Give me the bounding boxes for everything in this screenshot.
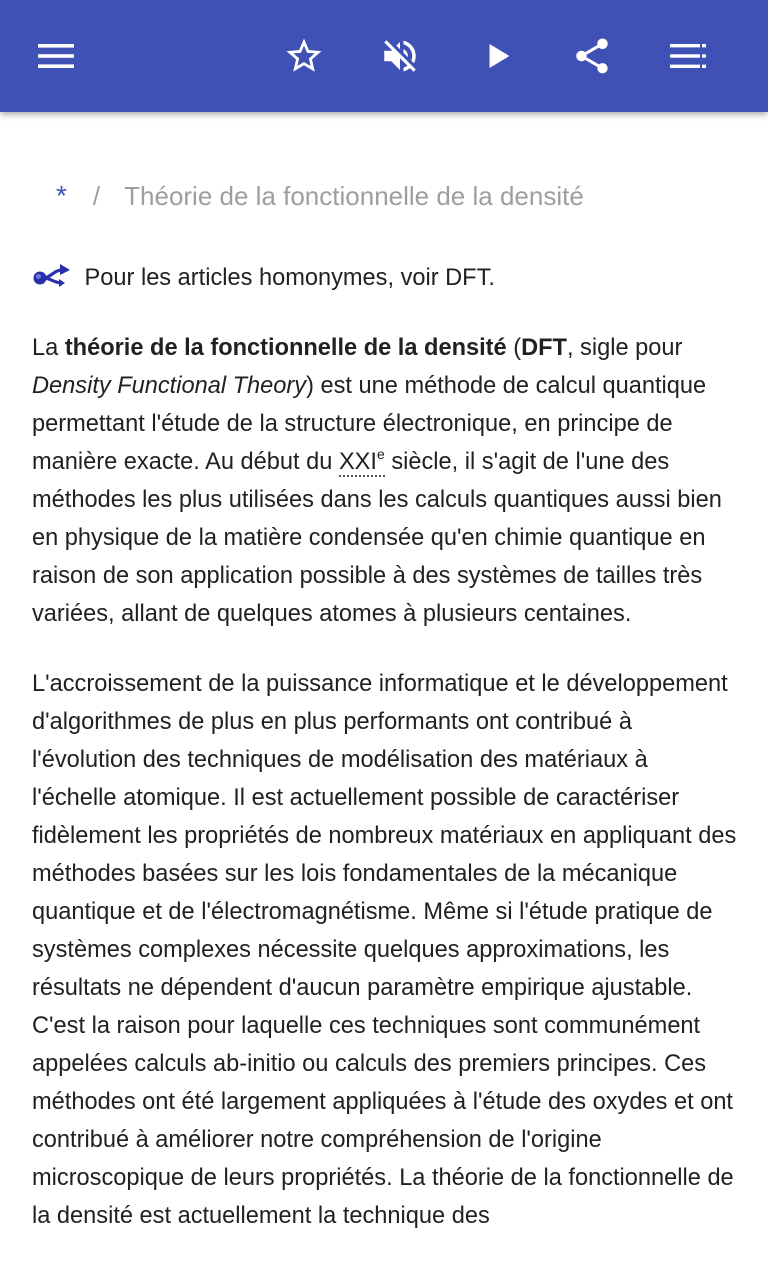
paragraph-1 — [32, 329, 738, 633]
text-run: siècle, il s'agit de l'une des méthodes les plus utilisées dans les calculs quantiques aussi bien en physique de la matière condensée qu'en chimie quantique en raison de son application possible à des systèmes de tailles très variées, allant de quelques atomes à plusieurs centaines. — [32, 449, 722, 627]
play-icon — [481, 39, 515, 73]
century-abbreviation[interactable] — [338, 446, 385, 477]
share-icon — [571, 35, 613, 77]
menu-button[interactable] — [28, 28, 84, 84]
disambiguation-icon — [32, 261, 72, 289]
breadcrumb-separator: / — [92, 181, 101, 211]
century-suffix: e — [376, 446, 385, 462]
homonym-note — [32, 259, 738, 297]
bold-term: théorie de la fonctionnelle de la densité — [64, 335, 507, 361]
sound-toggle-button[interactable] — [372, 28, 428, 84]
text-run: , sigle pour — [566, 335, 683, 361]
italic-term: Density Functional Theory — [32, 373, 307, 399]
favorite-button[interactable] — [276, 28, 332, 84]
century-numeral: XXI — [338, 449, 377, 475]
hamburger-menu-icon — [36, 41, 76, 71]
text-run: La — [32, 335, 65, 361]
share-button[interactable] — [564, 28, 620, 84]
volume-off-icon — [379, 35, 421, 77]
breadcrumb — [56, 180, 584, 212]
article-body — [32, 259, 738, 1235]
paragraph-2: L'accroissement de la puissance informatique et le développement d'algorithmes de plus en plus performants ont contribué à l'évolution des techniques de modélisation des matériaux à l'échelle atomique. Il est actuellement possible de caractériser fidèlement les propriétés de nombreux matériaux en appliquant des méthodes basées sur les lois fondamentales de la mécanique quantique et de l'électromagnétisme. Même si l'étude pratique de systèmes complexes nécessite quelques approximations, les résultats ne dépendent d'aucun paramètre empirique ajustable. C'est la raison pour laquelle ces techniques sont communément appelées calculs ab-initio ou calculs des premiers principes. Ces méthodes ont été largement appliquées à l'étude des oxydes et ont contribué à améliorer notre compréhension de l'origine microscopique de leurs propriétés. La théorie de la fonctionnelle de la densité est actuellement la technique des — [32, 671, 737, 1229]
breadcrumb-home-link[interactable]: * — [56, 180, 67, 211]
text-run: ( — [506, 335, 522, 361]
bold-acronym: DFT — [521, 335, 567, 361]
table-of-contents-button[interactable] — [660, 28, 716, 84]
text-run: ) est une méthode de calcul quantique permettant l'étude de la structure électronique, en principe de manière exacte. Au début du — [32, 373, 707, 475]
breadcrumb-current: Théorie de la fonctionnelle de la densité — [124, 181, 584, 211]
app-toolbar — [0, 0, 768, 112]
homonym-text[interactable]: Pour les articles homonymes, voir DFT. — [78, 265, 495, 291]
star-outline-icon — [283, 35, 325, 77]
list-menu-icon — [668, 41, 708, 71]
play-button[interactable] — [470, 28, 526, 84]
article-content — [0, 112, 768, 1280]
